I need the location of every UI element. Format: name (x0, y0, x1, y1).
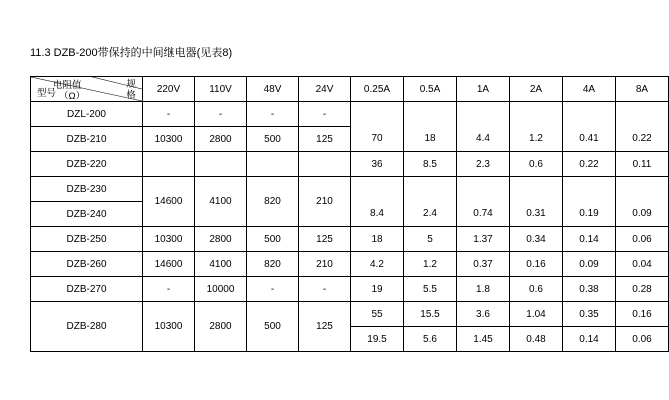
table-row (31, 177, 669, 202)
cell-current: 0.6 (510, 152, 563, 177)
cell-current: 0.06 (616, 227, 669, 252)
cell-voltage: 210 (299, 177, 351, 227)
cell-voltage: - (299, 277, 351, 302)
cell-current: 0.04 (616, 252, 669, 277)
cell-voltage: - (143, 102, 195, 127)
cell-current: 0.11 (616, 152, 669, 177)
cell-model: DZB-260 (31, 252, 143, 277)
cell-current (510, 177, 563, 202)
cell-current (563, 102, 616, 127)
cell-voltage (143, 152, 195, 177)
cell-current: 55 (351, 302, 404, 327)
cell-voltage (299, 152, 351, 177)
cell-current: 5.5 (404, 277, 457, 302)
cell-current: 0.38 (563, 277, 616, 302)
cell-voltage: 125 (299, 127, 351, 152)
cell-voltage: 10000 (195, 277, 247, 302)
cell-current: 1.2 (404, 252, 457, 277)
cell-current: 2.4 (404, 202, 457, 227)
cell-current: 5 (404, 227, 457, 252)
cell-current: 18 (404, 127, 457, 152)
cell-model: DZB-230 (31, 177, 143, 202)
cell-model: DZB-210 (31, 127, 143, 152)
header-voltage-0: 220V (143, 77, 195, 102)
cell-voltage: 125 (299, 302, 351, 352)
corner-resistance-line1: 电阻值 (53, 80, 82, 91)
cell-current: 0.09 (563, 252, 616, 277)
table-row (31, 277, 669, 302)
cell-voltage: 125 (299, 227, 351, 252)
cell-current: 0.14 (563, 327, 616, 352)
cell-current: 0.28 (616, 277, 669, 302)
cell-voltage: - (195, 102, 247, 127)
cell-model: DZB-240 (31, 202, 143, 227)
table-header-row (31, 77, 669, 102)
corner-resistance-label (53, 80, 85, 102)
cell-voltage: 500 (247, 127, 299, 152)
cell-current: 36 (351, 152, 404, 177)
cell-voltage: 2800 (195, 127, 247, 152)
cell-voltage: 10300 (143, 302, 195, 352)
header-corner-cell (31, 77, 143, 102)
table-row (31, 152, 669, 177)
cell-model: DZB-280 (31, 302, 143, 352)
cell-current: 0.06 (616, 327, 669, 352)
page-title: 11.3 DZB-200带保持的中间继电器(见表8) (30, 47, 233, 59)
cell-model: DZB-270 (31, 277, 143, 302)
cell-current: 0.35 (563, 302, 616, 327)
corner-spec-label: 规格 (126, 79, 136, 101)
cell-current: 0.31 (510, 202, 563, 227)
cell-current: 0.09 (616, 202, 669, 227)
cell-current: 0.48 (510, 327, 563, 352)
cell-voltage: 4100 (195, 252, 247, 277)
table-row (31, 252, 669, 277)
cell-current (616, 102, 669, 127)
cell-current: 0.16 (616, 302, 669, 327)
cell-current: 0.14 (563, 227, 616, 252)
header-current-5: 8A (616, 77, 669, 102)
cell-current: 0.19 (563, 202, 616, 227)
cell-model: DZB-250 (31, 227, 143, 252)
cell-voltage: - (143, 277, 195, 302)
cell-voltage: 14600 (143, 252, 195, 277)
cell-current: 18 (351, 227, 404, 252)
cell-current (351, 102, 404, 127)
cell-voltage: 4100 (195, 177, 247, 227)
cell-voltage: - (299, 102, 351, 127)
cell-current (457, 177, 510, 202)
cell-current: 15.5 (404, 302, 457, 327)
cell-voltage: 10300 (143, 227, 195, 252)
cell-voltage: 210 (299, 252, 351, 277)
cell-current: 0.74 (457, 202, 510, 227)
cell-current: 1.2 (510, 127, 563, 152)
cell-current: 19 (351, 277, 404, 302)
cell-current: 19.5 (351, 327, 404, 352)
cell-current (457, 102, 510, 127)
cell-current: 0.37 (457, 252, 510, 277)
cell-current: 1.8 (457, 277, 510, 302)
cell-current: 1.37 (457, 227, 510, 252)
cell-voltage: - (247, 277, 299, 302)
cell-voltage (247, 152, 299, 177)
cell-voltage: 500 (247, 227, 299, 252)
cell-current: 0.6 (510, 277, 563, 302)
cell-model: DZL-200 (31, 102, 143, 127)
cell-current: 1.45 (457, 327, 510, 352)
cell-voltage: 14600 (143, 177, 195, 227)
cell-current: 0.22 (563, 152, 616, 177)
header-voltage-2: 48V (247, 77, 299, 102)
cell-current: 4.2 (351, 252, 404, 277)
cell-current (510, 102, 563, 127)
cell-voltage (195, 152, 247, 177)
cell-current: 1.04 (510, 302, 563, 327)
cell-voltage: 500 (247, 302, 299, 352)
relay-spec-table (30, 76, 669, 352)
header-current-3: 2A (510, 77, 563, 102)
cell-current (563, 177, 616, 202)
cell-current: 2.3 (457, 152, 510, 177)
cell-current (351, 177, 404, 202)
cell-current: 5.6 (404, 327, 457, 352)
cell-voltage: 820 (247, 177, 299, 227)
cell-voltage: - (247, 102, 299, 127)
table-row (31, 227, 669, 252)
cell-voltage: 2800 (195, 227, 247, 252)
cell-current: 0.41 (563, 127, 616, 152)
cell-current: 3.6 (457, 302, 510, 327)
cell-voltage: 2800 (195, 302, 247, 352)
table-row (31, 102, 669, 127)
cell-current: 0.22 (616, 127, 669, 152)
cell-current (616, 177, 669, 202)
corner-model-label: 型号 (37, 88, 57, 99)
cell-voltage: 10300 (143, 127, 195, 152)
header-voltage-3: 24V (299, 77, 351, 102)
cell-current: 8.4 (351, 202, 404, 227)
cell-current: 4.4 (457, 127, 510, 152)
cell-current (404, 102, 457, 127)
cell-current: 8.5 (404, 152, 457, 177)
cell-voltage: 820 (247, 252, 299, 277)
corner-resistance-line2: （Ω） (59, 91, 86, 102)
header-voltage-1: 110V (195, 77, 247, 102)
header-current-4: 4A (563, 77, 616, 102)
header-current-1: 0.5A (404, 77, 457, 102)
cell-current (404, 177, 457, 202)
table-row (31, 302, 669, 327)
cell-current: 0.34 (510, 227, 563, 252)
table-row (31, 127, 669, 152)
spec-table-container (30, 76, 652, 352)
cell-current: 0.16 (510, 252, 563, 277)
cell-current: 70 (351, 127, 404, 152)
header-current-2: 1A (457, 77, 510, 102)
cell-model: DZB-220 (31, 152, 143, 177)
header-current-0: 0.25A (351, 77, 404, 102)
